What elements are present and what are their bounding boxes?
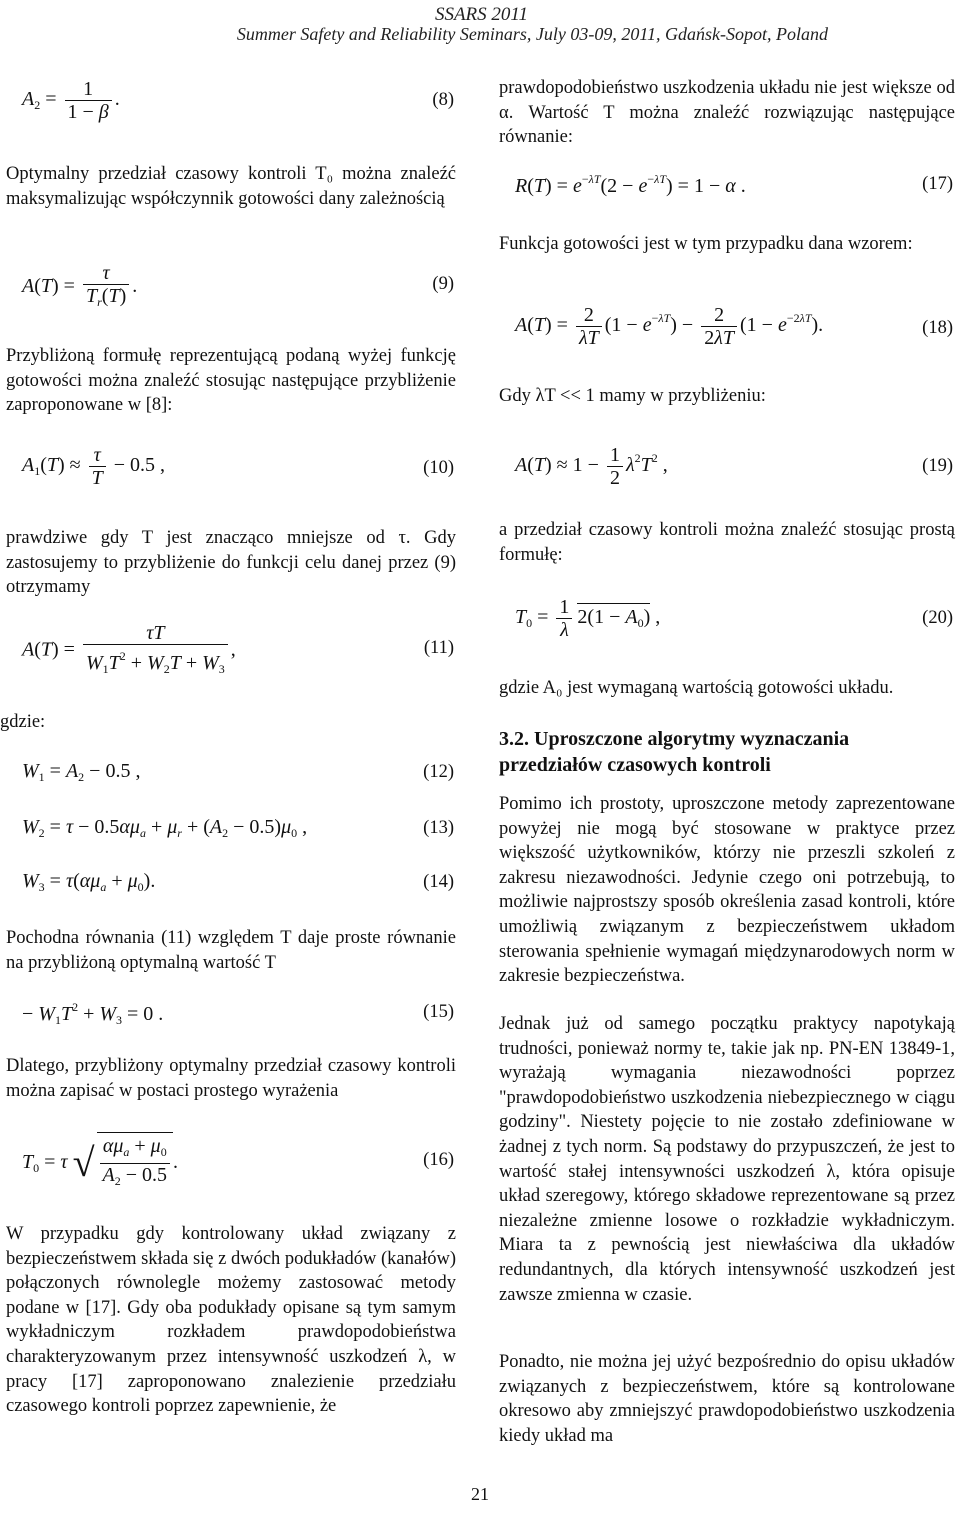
- label-gdzie: gdzie:: [0, 712, 46, 732]
- equation-12-number: (12): [423, 762, 454, 782]
- equation-15: − $W_1T^2 + W_3 = 0$ . (15): [22, 1000, 454, 1027]
- equation-19: A(T) ≈ 1 − $\frac{1}{2}$ $\lambda^2T^2$ , (19): [515, 444, 953, 489]
- equation-13-number: (13): [423, 818, 454, 838]
- equation-20-number: (20): [922, 608, 953, 628]
- left-paragraph-3: prawdziwe gdy T jest znacząco mniejsze od τ. Gdy zastosujemy to przybliżenie do funkcji celu danej przez (9) otrzymamy: [6, 528, 456, 598]
- section-heading: 3.2. Uproszczone algorytmy wyznaczania przedziałów czasowych kontroli: [499, 728, 850, 776]
- right-paragraph-4: a przedział czasowy kontroli można znaleźć stosując prostą formułę:: [499, 520, 955, 565]
- left-paragraph-4: Pochodna równania (11) względem T daje proste równanie na przybliżoną optymalną wartość T: [6, 928, 456, 973]
- header-seminar: Summer Safety and Reliability Seminars, July 03-09, 2011, Gdańsk-Sopot, Poland: [236, 24, 828, 44]
- right-paragraph-8: Ponadto, nie można jej użyć bezpośrednio do opisu układów związanych z bezpieczeństwem, które są kontrolowane okresowo aby zmniejszyć prawdopodobieństwo uszkodzenia kiedy układ ma: [499, 1352, 955, 1446]
- equation-10-number: (10): [423, 458, 454, 478]
- left-paragraph-5: Dlatego, przybliżony optymalny przedział czasowy kontroli można zapisać w postaci prostego wyrażenia: [6, 1056, 456, 1101]
- right-paragraph-3: Gdy λT << 1 mamy w przybliżeniu:: [499, 386, 766, 406]
- right-paragraph-7: Jednak już od samego początku praktycy napotykają trudności, ponieważ normy te, takie jak np. PN-EN 13849-1, wyrażają wymagania niezawodności poprzez "prawdopodobieństwo uszkodzenia niebezpiecznego w ciągu godziny". Niestety pojęcie to nie zostało zdefiniowane w żadnej z tych norm. Są podstawy do przypuszczeń, że jest to wartość stałej intensywności uszkodzeń λ, która opisuje układ szeregowy, którego składowe reprezentowane są przez niezależne zmienne losowe o rozkładzie wykładniczym. Miara ta z pewnością jest niewłaściwa dla układów redundantnych, dla których intensywność uszkodzeń jest zawsze zmienna w czasie.: [499, 1014, 955, 1305]
- equation-14: $W_3 = \tau(\alpha\mu_a + \mu_0)$. (14): [22, 870, 454, 894]
- left-paragraph-1: Optymalny przedział czasowy kontroli T₀ można znaleźć maksymalizując współczynnik gotowości dany zależnością: [6, 164, 456, 209]
- left-paragraph-6: W przypadku gdy kontrolowany układ związany z bezpieczeństwem składa się z dwóch podukładów (kanałów) połączonych równolegle możemy zastosować metody podane w [17]. Gdy oba podukłady opisane są tym samym wykładniczym rozkładem prawdopodobieństwa charakteryzowanym przez intensywność uszkodzeń λ, w pracy [17] zaproponowano znalezienie przedziału czasowego kontroli poprzez zapewnienie, że: [6, 1224, 457, 1417]
- equation-20: $T_0$ = $\frac{1}{\lambda}$ $2(1 - A_0)$ , (20): [515, 596, 953, 641]
- equation-18: A(T) = $\frac{2}{\lambda T}$ $(1 - e^{-\lambda T})$ − $\frac{2}{2\lambda T}$ $(1 - e^{-2\lambda T})$. (18): [515, 304, 953, 349]
- equation-8-number: (8): [432, 90, 454, 110]
- equation-16: $T_0 = \tau$ √ $\alpha\mu_a + \mu_0$ $A_2 - 0.5$ . (16): [22, 1132, 454, 1172]
- left-paragraph-2: Przybliżoną formułę reprezentującą podaną wyżej funkcję gotowości można znaleźć stosując następujące przybliżenie zaproponowane w [8]:: [6, 346, 456, 416]
- equation-18-number: (18): [922, 318, 953, 338]
- equation-13: $W_2 = \tau - 0.5\alpha\mu_a + \mu_r + (A_2 - 0.5)\mu_0$ , (13): [22, 816, 454, 840]
- header-series: SSARS 2011: [434, 4, 528, 25]
- equation-10: $A_1(T)$ ≈ $\frac{\tau}{T}$ − 0.5 , (10): [22, 444, 454, 489]
- equation-17: $R(T) = e^{-\lambda T}(2 - e^{-\lambda T}) = 1 - \alpha$ . (17): [515, 172, 953, 197]
- right-paragraph-6: Pomimo ich prostoty, uproszczone metody zaprezentowane powyżej nie mogą być stosowane w praktyce przez większość użytkowników, którzy nie przeszli szkoleń z zakresu niezawodności. Jedynie czego oni potrzebują, to możliwie najprostszy sposób określenia zasad kontroli, które umożliwią związanym z bezpieczeństwem układom sterowania spełnienie wymagań międzynarodowych norm w zakresie bezpieczeństwa.: [499, 794, 955, 987]
- equation-9-number: (9): [432, 274, 454, 294]
- equation-11: A(T) = $\frac{\tau T}{W_1T^2 + W_2T + W_3}$ , (11): [22, 622, 454, 676]
- equation-12: $W_1 = A_2 - 0.5$ , (12): [22, 760, 454, 784]
- equation-16-number: (16): [423, 1150, 454, 1170]
- right-paragraph-5: gdzie A₀ jest wymaganą wartością gotowości układu.: [499, 678, 894, 698]
- equation-14-number: (14): [423, 872, 454, 892]
- equation-11-number: (11): [423, 638, 454, 658]
- page-number: 21: [471, 1484, 489, 1504]
- equation-15-number: (15): [423, 1002, 454, 1022]
- equation-9: A(T) = $\frac{\tau}{T_r(T)}$ . (9): [22, 262, 454, 309]
- right-paragraph-1: prawdopodobieństwo uszkodzenia układu nie jest większe od α. Wartość T można znaleźć rozwiązując następujące równanie:: [499, 78, 955, 148]
- right-paragraph-2: Funkcja gotowości jest w tym przypadku dana wzorem:: [499, 234, 913, 254]
- equation-19-number: (19): [922, 456, 953, 476]
- equation-17-number: (17): [922, 174, 953, 194]
- equation-8: $A_2$ = $\frac{1}{1 - \beta}$ . (8): [22, 78, 454, 123]
